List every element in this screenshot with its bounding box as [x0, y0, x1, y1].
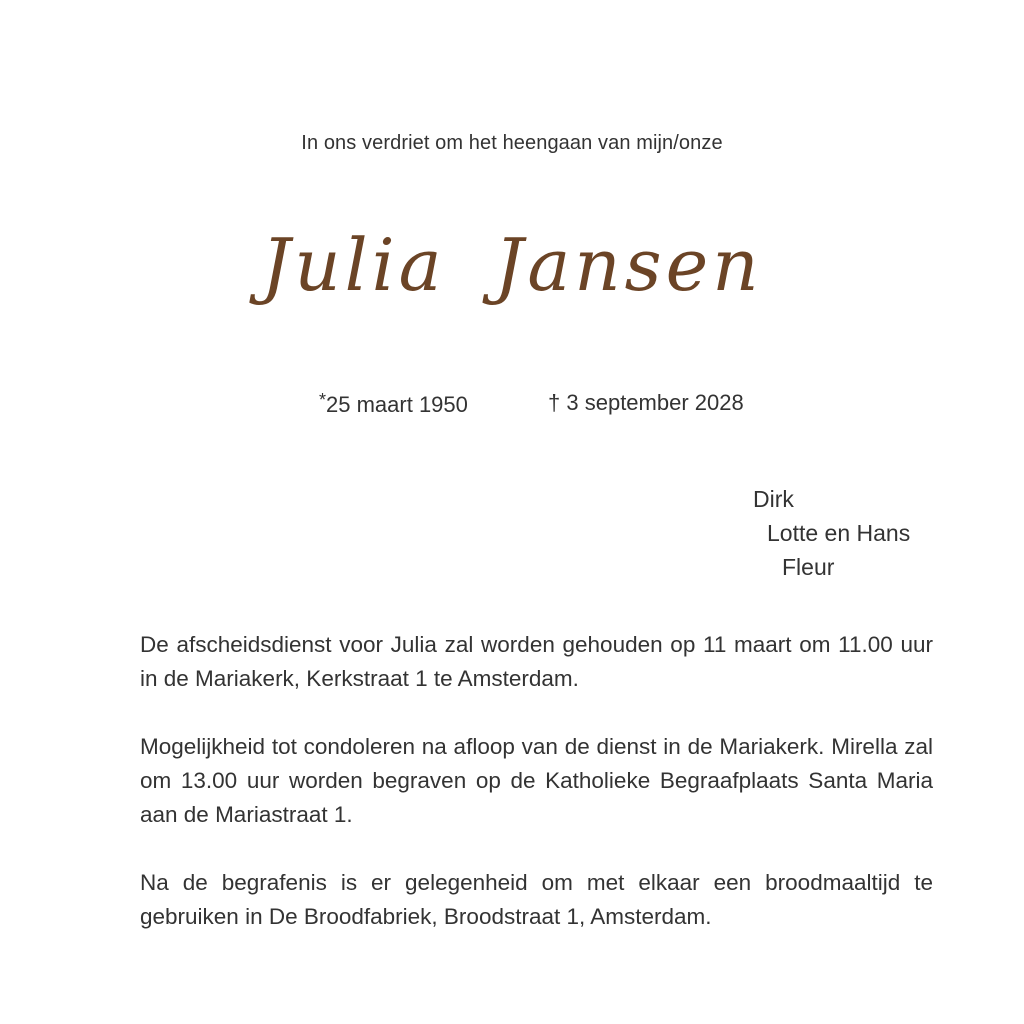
- family-name-3: Fleur: [782, 554, 835, 580]
- service-paragraph-3: Na de begrafenis is er gelegenheid om met elkaar een broodmaaltijd te gebruiken in De Broodfabriek, Broodstraat 1, Amsterdam.: [140, 870, 933, 929]
- death-symbol: †: [548, 390, 561, 415]
- dates-row: [0, 390, 1024, 422]
- service-details: [140, 628, 933, 968]
- birth-symbol: *: [319, 390, 327, 410]
- birth-date: [319, 390, 468, 418]
- intro-text: In ons verdriet om het heengaan van mijn/onze: [301, 132, 723, 154]
- birth-date-text: 25 maart 1950: [326, 392, 468, 417]
- service-paragraph-1: De afscheidsdienst voor Julia zal worden gehouden op 11 maart om 11.00 uur in de Mariakerk, Kerkstraat 1 te Amsterdam.: [140, 632, 933, 691]
- death-date: [548, 390, 744, 416]
- death-date-text: 3 september 2028: [566, 390, 744, 415]
- deceased-name: Julia Jansen: [261, 223, 763, 307]
- service-paragraph-2: Mogelijkheid tot condoleren na afloop van de dienst in de Mariakerk. Mirella zal om 13.00 uur worden begraven op de Katholieke Begraafplaats Santa Maria aan de Mariastraat 1.: [140, 734, 933, 827]
- family-name-1: Dirk: [753, 486, 794, 512]
- family-name-2: Lotte en Hans: [767, 520, 911, 546]
